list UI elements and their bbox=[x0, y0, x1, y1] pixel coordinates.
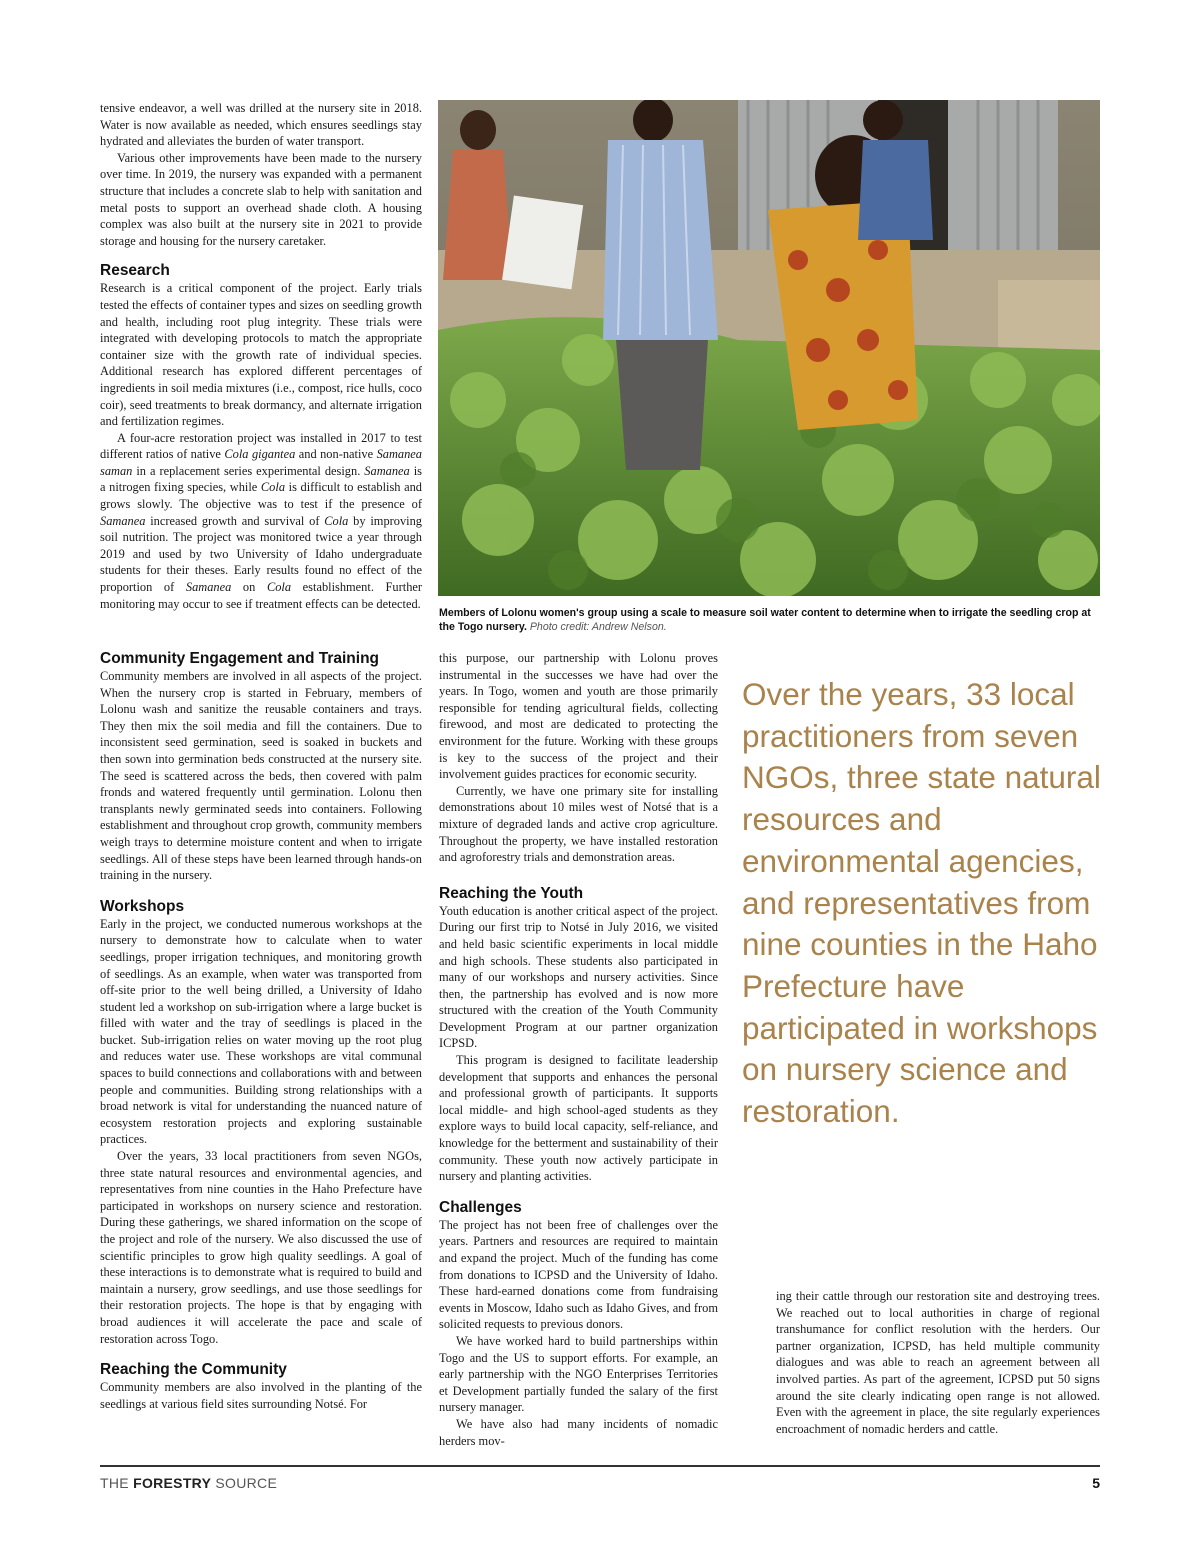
paragraph: Community members are involved in all aspects of the project. When the nursery crop is started in February, members of Lolonu wash and sanitize the reusable containers and trays. They then mix the soil media and fill the containers. Due to inconsistent seed germination, seed is soaked in buckets and then sown into germination beds constructed at the nursery site. The seed is scattered across the beds, then covered with palm fronds and watered frequently until germination. Lolonu then transplants newly germinated seeds into containers. Following establishment and throughout crop growth, community members weigh trays to determine moisture content and when to irrigate seedlings. All of these steps have been learned through hands-on training in the nursery. bbox=[100, 669, 422, 883]
section-heading-research: Research bbox=[100, 262, 170, 280]
section-heading-workshops: Workshops bbox=[100, 897, 185, 915]
nursery-photo-illustration bbox=[438, 100, 1100, 596]
article-column-3 bbox=[776, 1288, 1100, 1437]
paragraph: Research is a critical component of the project. Early trials tested the effects of container types and sizes on seedling growth and health, including root plug integrity. These trials were integrated with developing protocols to match the appropriate container size with the growth rate of individual species. Additional research has explored different percentages of ingredients in soil media mixtures (i.e., compost, rice hulls, coco coir), seed treatments to break dormancy, and alternate irrigation and fertilization regimes. bbox=[100, 281, 422, 429]
footer-divider bbox=[100, 1465, 1100, 1467]
paragraph: Youth education is another critical aspect of the project. During our first trip to Notsé in July 2016, we visited and held basic scientific experiments in local middle and high schools. These students also participated in many of our workshops and nursery activities. Since then, the partnership has evolved and is now more structured with the creation of the Youth Community Development Program at our partner organization ICPSD. bbox=[439, 903, 718, 1051]
photo-credit: Photo credit: Andrew Nelson. bbox=[529, 621, 667, 633]
section-heading-challenges: Challenges bbox=[439, 1198, 522, 1216]
paragraph: Early in the project, we conducted numerous workshops at the nursery to demonstrate how to calculate when to water seedlings, proper irrigation techniques, and monitoring growth of seedlings. As an example, when water was transported from off-site prior to the well being drilled, a University of Idaho student led a workshop on sub-irrigation where a large bucket is filled with water and the tray of seedlings is placed in the bucket. Sub-irrigation relies on water moving up the root plug and reduces water use. These workshops are vital communal spaces to build connections and collaborations with and between people and communities. Building strong relationships with a broad network is vital for understanding the nuanced nature of ecosystem restoration projects and exploring sustainable practices. bbox=[100, 916, 422, 1147]
paragraph: this purpose, our partnership with Lolonu proves instrumental in the successes we have had over the years. In Togo, women and youth are those primarily responsible for tending agricultural fields, collecting firewood, and most are dedicated to protecting the environment for the future. Working with these groups is key to the success of the project and their involvement guides practices for economic security. bbox=[439, 651, 718, 782]
paragraph: tensive endeavor, a well was drilled at the nursery site in 2018. Water is now available as needed, which ensures seedlings stay hydrated and alleviates the burden of water transport. bbox=[100, 101, 422, 149]
page-number: 5 bbox=[1092, 1475, 1100, 1491]
section-heading-reaching-community: Reaching the Community bbox=[100, 1361, 287, 1379]
section-heading-community-engagement: Community Engagement and Training bbox=[100, 650, 380, 667]
photo-caption bbox=[439, 606, 1101, 634]
article-column-2 bbox=[439, 650, 718, 1449]
paragraph: We have worked hard to build partnerships within Togo and the US to support efforts. For example, an early partnership with the NGO Enterprises Territories et Development partially funded the salary of the first nursery manager. bbox=[439, 1333, 718, 1415]
paragraph: ing their cattle through our restoration site and destroying trees. We reached out to local authorities in charge of regional transhumance for conflict resolution with the herders. Our partner organization, ICPSD, has held multiple community dialogues and was able to reach an agreement between all involved parties. As part of the agreement, ICPSD put 50 signs around the site clearly indicating open range is not allowed. Even with the agreement in place, the site regularly experiences encroachment of nomadic herders and cattle. bbox=[776, 1289, 1100, 1436]
section-heading-reaching-youth: Reaching the Youth bbox=[439, 884, 584, 902]
article-column-1-bottom bbox=[100, 650, 422, 1412]
publication-name: THE FORESTRY SOURCE bbox=[100, 1475, 278, 1491]
paragraph: Over the years, 33 local practitioners from seven NGOs, three state natural resources and environmental agencies, and representatives from nine counties in the Haho Prefecture have participated in workshops on nursery science and restoration. During these gatherings, we shared information on the scope of the project and role of the nursery. We also discussed the use of scientific principles to grow high quality seedlings. A goal of these interactions is to demonstrate what is required to build and maintain a nursery, grow seedlings, and use those seedlings for their restoration projects. The hope is that by engaging with broad audiences it will accelerate the pace and scale of restoration across Togo. bbox=[100, 1149, 422, 1346]
nursery-photo bbox=[438, 100, 1100, 596]
paragraph: This program is designed to facilitate leadership development that supports and enhances the personal and professional growth of participants. It supports local middle- and high school-aged students as they explore ways to build local capacity, self-reliance, and knowledge for the betterment and sustainability of their community. These youth now actively participate in nursery and planting activities. bbox=[439, 1053, 718, 1184]
paragraph: A four-acre restoration project was installed in 2017 to test different ratios of native Cola gigantea and non-native Samanea saman in a replacement series experimental design. Samanea is a nitrogen fixing species, while Cola is difficult to establish and grows slowly. The objective was to test if the presence of Samanea increased growth and survival of Cola by improving soil nutrition. The project was monitored twice a year through 2019 and used by two University of Idaho undergraduate students for their theses. Early results found no effect of the proportion of Samanea on Cola establishment. Further monitoring may occur to see if treatment effects can be detected. bbox=[100, 430, 423, 611]
paragraph: Currently, we have one primary site for installing demonstrations about 10 miles west of Notsé that is a mixture of degraded lands and active crop agriculture. Throughout the property, we have installed restoration and agroforestry trials and demonstration areas. bbox=[439, 783, 718, 865]
pull-quote: Over the years, 33 local practitioners from seven NGOs, three state natural resources and environmental agencies, and representatives from nine counties in the Haho Prefecture have participated in workshops on nursery science and restoration. bbox=[742, 676, 1101, 1130]
paragraph: Community members are also involved in the planting of the seedlings at various field sites surrounding Notsé. For bbox=[100, 1380, 422, 1411]
paragraph: The project has not been free of challenges over the years. Partners and resources are required to maintain and expand the project. Much of the funding has come from donations to ICPSD and the University of Idaho. These hard-earned donations come from fundraising events in Moscow, Idaho such as Idaho Gives, and from solicited requests to previous donors. bbox=[439, 1217, 718, 1332]
paragraph: We have also had many incidents of nomadic herders mov- bbox=[439, 1416, 718, 1448]
paragraph: Various other improvements have been made to the nursery over time. In 2019, the nursery was expanded with a permanent structure that includes a concrete slab to help with sanitation and metal posts to support an overhead shade cloth. A housing complex was also built at the nursery site in 2021 to provide storage and housing for the nursery caretaker. bbox=[100, 150, 422, 248]
photo-caption-text: Members of Lolonu women's group using a scale to measure soil water content to determine when to irrigate the seedling crop at the Togo nursery. bbox=[439, 607, 1091, 633]
article-column-1-top bbox=[100, 100, 422, 612]
